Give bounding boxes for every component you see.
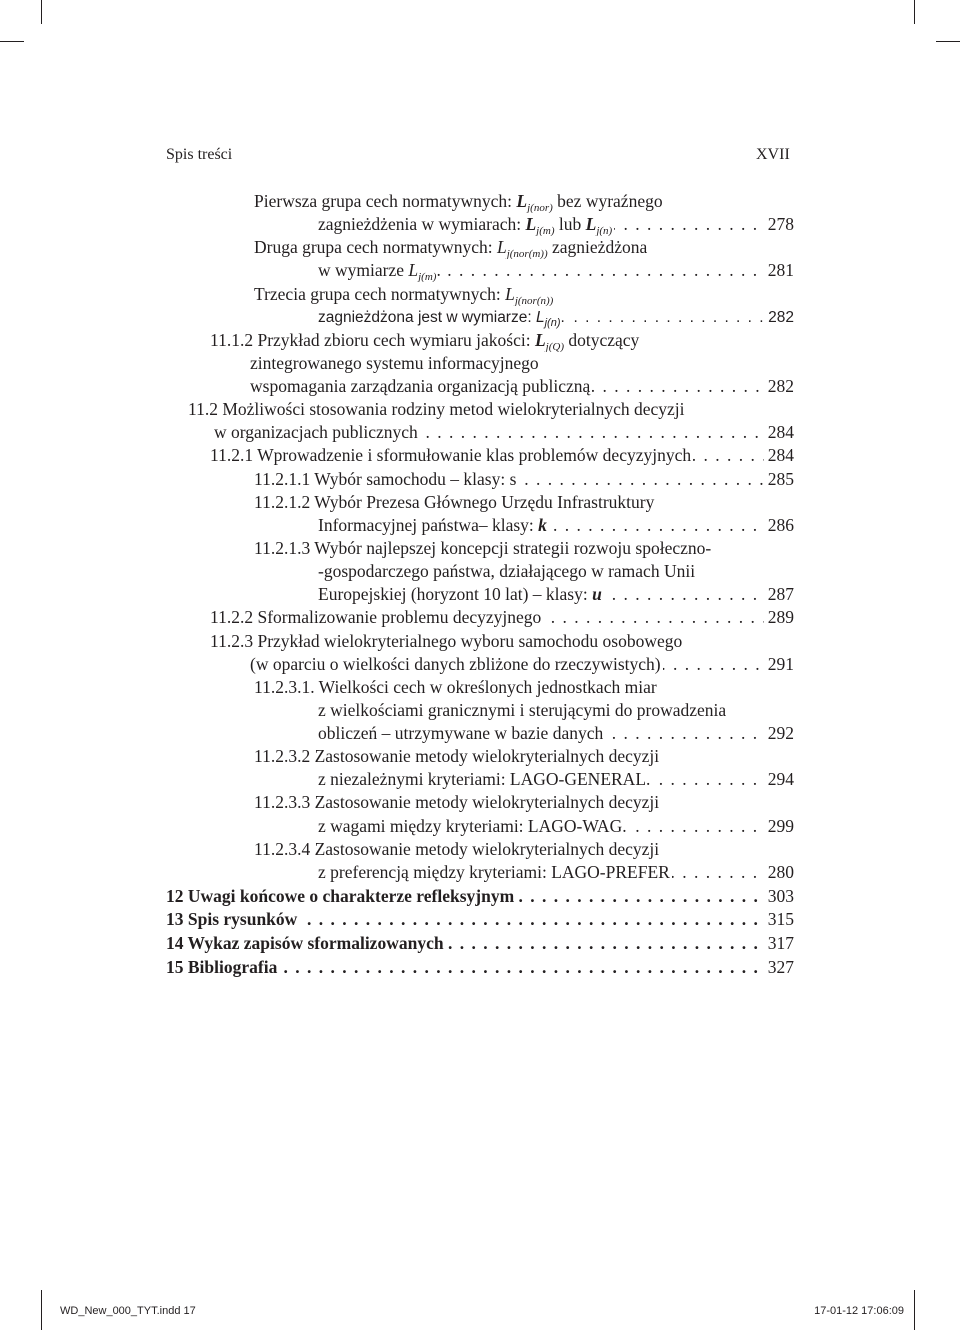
toc-line: . . . (w oparciu o wielkości danych zbliżone do rzeczywistych) 291 <box>250 653 794 676</box>
crop-mark <box>936 41 960 42</box>
toc-line: . . . wspomagania zarządzania organizacją publiczną 282 <box>250 375 794 398</box>
toc-line: 11.2 Możliwości stosowania rodziny metod wielokryterialnych decyzji <box>188 399 685 419</box>
toc-line: . . . z preferencją między kryteriami: LAGO-PREFER 280 <box>318 861 794 884</box>
toc-line: . . . Europejskiej (horyzont 10 lat) – klasy: u 287 <box>318 583 794 606</box>
page-number: 315 <box>764 908 794 931</box>
toc-line: . . . zagnieżdżenia w wymiarach: $L_{j(m)}$ lub $L_{j(n)}$ 278 <box>318 213 794 236</box>
toc-line: 11.2.1.2 Wybór Prezesa Głównego Urzędu Infrastruktury <box>254 492 655 512</box>
toc-line: -gospodarczego państwa, działającego w ramach Unii <box>318 561 696 581</box>
page-number: 286 <box>764 514 794 537</box>
page-number: 299 <box>764 815 794 838</box>
toc-line: 11.1.2 Przykład zbioru cech wymiaru jakości: $L_{j(Q)}$ dotyczący <box>210 330 640 352</box>
toc-line: Trzecia grupa cech normatywnych: $L_{j(nor(n))}$ <box>254 284 554 306</box>
page-number: 317 <box>764 932 794 955</box>
toc-line: . . . 15 Bibliografia 327 <box>166 956 794 979</box>
page-number: 303 <box>764 885 794 908</box>
toc-line: . . . 11.2.1 Wprowadzenie i sformułowanie klas problemów decyzyjnych 284 <box>210 444 794 467</box>
toc-line: Pierwsza grupa cech normatywnych: $L_{j(nor)}$ bez wyraźnego <box>254 191 663 213</box>
toc-line: 11.2.3.4 Zastosowanie metody wielokryterialnych decyzji <box>254 839 660 859</box>
page-number: 278 <box>764 213 794 236</box>
print-slug-file: WD_New_000_TYT.indd 17 <box>60 1305 196 1317</box>
toc-line: . . . 12 Uwagi końcowe o charakterze refleksyjnym 303 <box>166 885 794 908</box>
crop-mark <box>41 0 42 24</box>
toc-line: . . . w organizacjach publicznych 284 <box>214 421 794 444</box>
page-number: 294 <box>764 768 794 791</box>
toc-line: . . . 14 Wykaz zapisów sformalizowanych 317 <box>166 932 794 955</box>
page-number: 284 <box>764 421 794 444</box>
toc-line: . . . z wagami między kryteriami: LAGO-WAG. 299 <box>318 815 794 838</box>
page-number: 282 <box>764 306 794 329</box>
page-number: 284 <box>764 444 794 467</box>
toc-line: . . . z niezależnymi kryteriami: LAGO-GENERAL. 294 <box>318 768 794 791</box>
toc-line: . . . obliczeń – utrzymywane w bazie danych 292 <box>318 722 794 745</box>
page-number: 285 <box>764 468 794 491</box>
crop-mark <box>41 1290 42 1330</box>
page-number: 282 <box>764 375 794 398</box>
toc-line: . . . zagnieżdżona jest w wymiarze: $L_{j(n)}$. 282 <box>318 306 794 329</box>
page-number: 280 <box>764 861 794 884</box>
toc-line: . . . 13 Spis rysunków 315 <box>166 908 794 931</box>
toc-line: 11.2.3.1. Wielkości cech w określonych jednostkach miar <box>254 677 657 697</box>
crop-mark <box>914 1290 915 1330</box>
toc-line: 11.2.3.3 Zastosowanie metody wielokryterialnych decyzji <box>254 792 660 812</box>
toc-line: 11.2.3.2 Zastosowanie metody wielokryterialnych decyzji <box>254 746 660 766</box>
page-number: 289 <box>764 606 794 629</box>
toc-line: zintegrowanego systemu informacyjnego <box>250 353 539 373</box>
toc-line: 11.2.1.3 Wybór najlepszej koncepcji strategii rozwoju społeczno- <box>254 538 712 558</box>
toc-line: Druga grupa cech normatywnych: $L_{j(nor(m))}$ zagnieżdżona <box>254 237 648 259</box>
page-number: 287 <box>764 583 794 606</box>
toc-line: . . . Informacyjnej państwa– klasy: k 286 <box>318 514 794 537</box>
page-number: 327 <box>764 956 794 979</box>
toc-line: . . . w wymiarze $L_{j(m)}$. 281 <box>318 259 794 282</box>
crop-mark <box>0 41 24 42</box>
toc-line: . . . 11.2.2 Sformalizowanie problemu decyzyjnego 289 <box>210 606 794 629</box>
page-number: 292 <box>764 722 794 745</box>
toc-line: 11.2.3 Przykład wielokryterialnego wyboru samochodu osobowego <box>210 631 683 651</box>
page-number: 281 <box>764 259 794 282</box>
crop-mark <box>914 0 915 24</box>
print-slug-date: 17-01-12 17:06:09 <box>814 1305 904 1317</box>
running-header-title: Spis treści <box>166 146 233 163</box>
toc-line: z wielkościami granicznymi i sterującymi do prowadzenia <box>318 700 727 720</box>
running-header-page: XVII <box>756 146 790 163</box>
page-number: 291 <box>764 653 794 676</box>
toc-line: . . . 11.2.1.1 Wybór samochodu – klasy: s 285 <box>254 468 794 491</box>
